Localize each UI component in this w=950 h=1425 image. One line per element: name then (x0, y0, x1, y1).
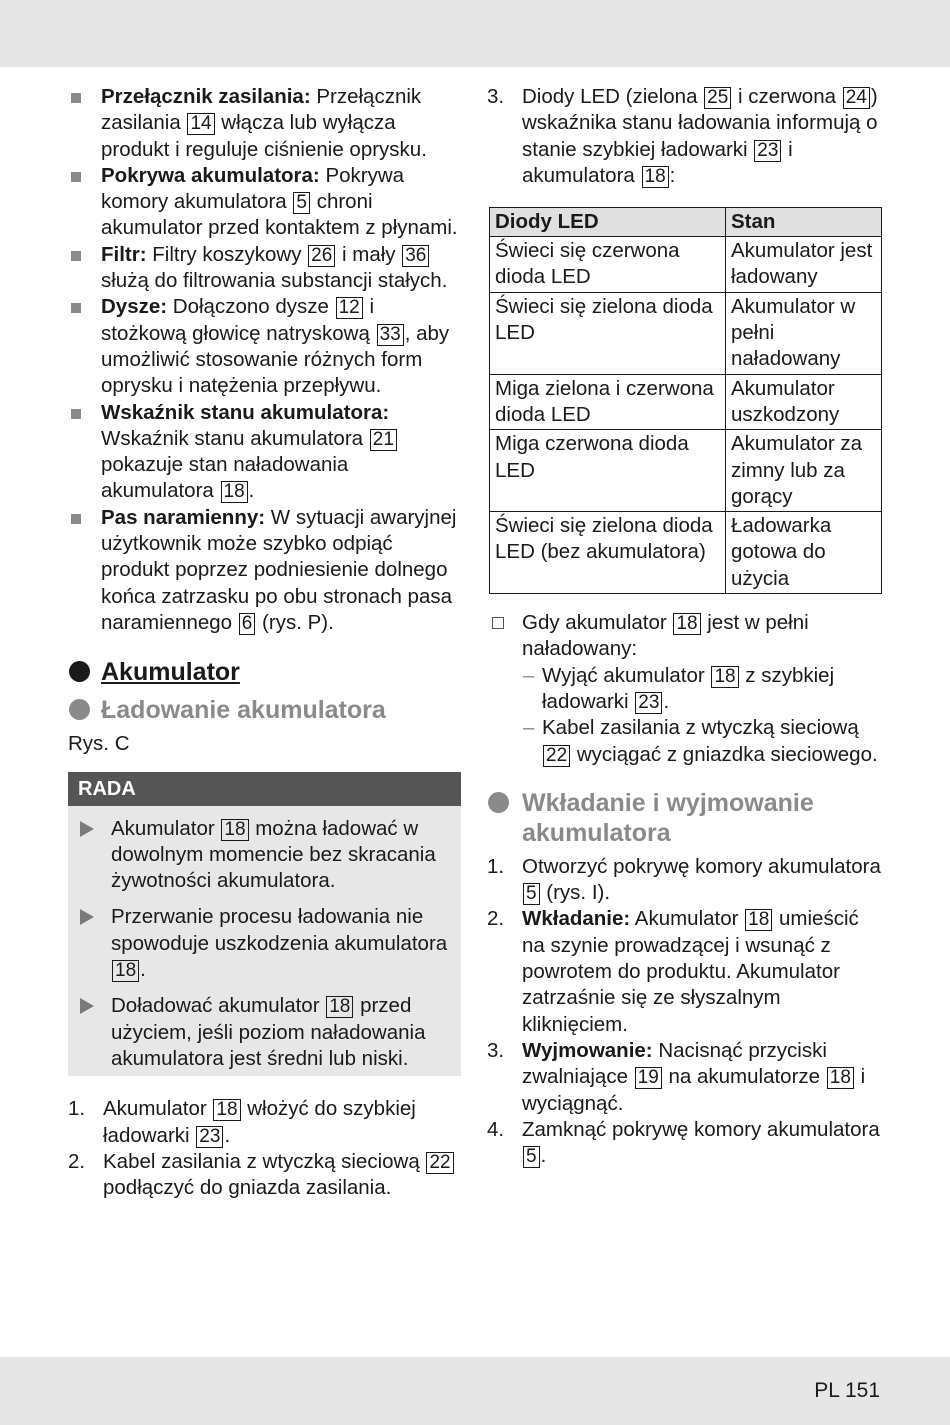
numbered-step (487, 1038, 887, 1117)
led-state-cell: Świeci się czerwona dioda LED (490, 237, 726, 293)
led-state-cell: Miga czerwona dioda LED (490, 430, 726, 512)
bullet-dot-icon (69, 699, 90, 720)
text-run: Zamknąć pokrywę komory akumulatora (522, 1117, 880, 1141)
feature-list (68, 84, 463, 636)
table-row (490, 430, 882, 512)
part-reference-number: 18 (213, 1099, 240, 1121)
part-reference-number: 24 (843, 87, 870, 109)
step-number: 3. (487, 85, 505, 108)
text-run: . (663, 689, 670, 713)
text-run: chroni akumulator przed kontaktem z płynami. (101, 190, 458, 240)
dash-bullet-icon: – (523, 663, 535, 687)
text-run: i mały (336, 242, 402, 266)
bold-label: Pokrywa akumulatora: (101, 163, 320, 187)
text-run: (rys. I). (540, 881, 611, 905)
text-run: Filtry koszykowy (146, 242, 308, 266)
figure-reference: Rys. C (68, 732, 130, 756)
insert-remove-steps (487, 854, 887, 1170)
part-reference-number: 23 (754, 140, 781, 162)
list-item (68, 505, 463, 636)
part-reference-number: 23 (635, 692, 662, 714)
part-reference-number: 6 (239, 613, 256, 635)
text-run: podłączyć do gniazda zasilania. (103, 1176, 392, 1200)
text-run: Gdy akumulator (522, 611, 673, 635)
text-run: . (224, 1123, 231, 1147)
tip-box-title: RADA (68, 772, 461, 806)
text-run: Kabel zasilania z wtyczką sieciową (542, 716, 859, 740)
text-run: Dołączono dysze (167, 295, 335, 319)
text-run: Kabel zasilania z wtyczką sieciową (103, 1149, 426, 1173)
bold-label: Wyjmowanie: (522, 1038, 653, 1062)
triangle-bullet-icon (80, 909, 94, 925)
table-row (490, 374, 882, 430)
text-run: (rys. P). (256, 610, 334, 634)
text-run: Akumulator (103, 1097, 213, 1121)
part-reference-number: 18 (711, 666, 738, 688)
text-run: i czerwona (732, 85, 842, 108)
part-reference-number: 18 (745, 909, 772, 931)
dash-list-item (487, 715, 887, 768)
text-run: Nacisnąć przyciski zwalniające (522, 1038, 827, 1089)
led-state-cell: Miga zielona i czerwona dioda LED (490, 374, 726, 430)
step-number: 4. (487, 1117, 505, 1141)
text-run: jest w pełni naładowany: (522, 611, 809, 661)
dash-list (487, 663, 887, 768)
tip-item (68, 806, 461, 895)
text-run: z szybkiej ładowarki (542, 663, 835, 713)
text-run: na akumulatorze (662, 1065, 826, 1089)
led-status-table (489, 207, 882, 594)
numbered-step (487, 84, 887, 189)
bold-label: Pas naramienny: (101, 505, 266, 529)
step-number: 1. (487, 854, 505, 878)
part-reference-number: 36 (402, 245, 429, 267)
triangle-bullet-icon (80, 998, 94, 1014)
part-reference-number: 18 (827, 1067, 854, 1089)
text-run: Przełącznik zasilania (101, 85, 422, 135)
part-reference-number: 23 (196, 1126, 223, 1148)
status-cell: Akumulator w pełni naładowany (726, 292, 882, 374)
left-column (68, 84, 463, 1201)
square-bullet-icon (71, 514, 81, 524)
part-reference-number: 18 (642, 166, 669, 188)
table-header-led: Diody LED (490, 208, 726, 237)
text-run: włącza lub wyłącza produkt i reguluje ciśnienie oprysku. (101, 111, 427, 161)
tip-item (68, 983, 461, 1072)
text-run: i stożkową głowicę natryskową (101, 295, 376, 345)
list-item (68, 84, 463, 163)
list-item (68, 163, 463, 242)
text-run: Wyjąć akumulator (542, 663, 711, 687)
part-reference-number: 14 (187, 113, 214, 135)
part-reference-number: 18 (673, 613, 700, 635)
list-item (68, 242, 463, 295)
bold-label: Filtr: (101, 242, 147, 266)
step-number: 2. (68, 1149, 86, 1173)
numbered-step (487, 906, 887, 1037)
bold-label: Wskaźnik stanu akumulatora: (101, 400, 390, 424)
text-run: . (140, 958, 146, 982)
text-run: wyciągać z gniazdka sieciowego. (571, 742, 878, 766)
subsection-heading: Ładowanie akumulatora (68, 695, 463, 725)
text-run: włożyć do szybkiej ładowarki (103, 1097, 416, 1147)
text-run: . (248, 479, 255, 503)
step-number: 2. (487, 907, 505, 931)
part-reference-number: 18 (112, 960, 139, 982)
charging-steps (68, 1096, 463, 1201)
triangle-bullet-icon (80, 821, 94, 837)
table-row (490, 237, 882, 293)
text-run: i akumulatora (522, 137, 793, 187)
step-number: 3. (487, 1038, 505, 1062)
bullet-dot-icon (488, 792, 509, 813)
square-bullet-icon (71, 172, 81, 182)
checkbox-item (487, 610, 887, 663)
text-run: Pokrywa komory akumulatora (101, 163, 405, 214)
bold-label: Przełącznik zasilania: (101, 85, 311, 108)
numbered-step (487, 854, 887, 907)
square-bullet-icon (71, 93, 81, 103)
status-cell: Akumulator uszkodzony (726, 374, 882, 430)
dash-bullet-icon: – (523, 716, 535, 740)
text-run: Wskaźnik stanu akumulatora (101, 426, 369, 450)
section-heading: Akumulator (68, 657, 463, 687)
list-item (68, 294, 463, 399)
part-reference-number: 22 (543, 745, 570, 767)
checkbox-list-item (487, 610, 887, 663)
bold-label: Wkładanie: (522, 907, 631, 931)
bullet-dot-icon (69, 661, 90, 682)
text-run: umieścić na szynie prowadzącej i wsunąć z powrotem do produktu. Akumulator zatrzaśnie się ze słyszalnym kliknięciem. (522, 907, 859, 1036)
table-row (490, 512, 882, 594)
part-reference-number: 5 (523, 883, 540, 905)
part-reference-number: 18 (221, 481, 248, 503)
led-state-cell: Świeci się zielona dioda LED (490, 292, 726, 374)
header-band (0, 0, 950, 67)
text-run: Diody LED (zielona (522, 85, 704, 108)
table-header-status: Stan (726, 208, 882, 237)
footer-band (0, 1357, 950, 1425)
subsection-heading-insert: Wkładanie i wyjmowanie akumulatora (487, 788, 887, 848)
status-cell: Akumulator za zimny lub za gorący (726, 430, 882, 512)
status-cell: Akumulator jest ładowany (726, 237, 882, 293)
text-run: Akumulator (111, 816, 221, 840)
part-reference-number: 21 (370, 429, 397, 451)
part-reference-number: 25 (704, 87, 731, 109)
numbered-step (68, 1149, 463, 1202)
text-run: Otworzyć pokrywę komory akumulatora (522, 854, 881, 878)
checkbox-icon (492, 617, 504, 629)
list-item (68, 400, 463, 505)
text-run: i wyciągnąć. (522, 1065, 866, 1115)
text-run: Doładować akumulator (111, 994, 326, 1018)
table-header-row (490, 208, 882, 237)
part-reference-number: 22 (426, 1152, 453, 1174)
text-run: ) wskaźnika stanu ładowania informują o stanie szybkiej ładowarki (522, 85, 878, 161)
part-reference-number: 33 (377, 324, 404, 346)
part-reference-number: 18 (221, 819, 248, 841)
text-run: , aby umożliwić stosowanie różnych form oprysku i natężenia przepływu. (101, 321, 450, 398)
tip-item (68, 894, 461, 983)
tip-box (68, 772, 461, 1077)
part-reference-number: 18 (326, 996, 353, 1018)
square-bullet-icon (71, 303, 81, 313)
led-state-cell: Świeci się zielona dioda LED (bez akumulatora) (490, 512, 726, 594)
part-reference-number: 5 (293, 192, 310, 214)
text-run: . (540, 1144, 547, 1168)
status-cell: Ładowarka gotowa do użycia (726, 512, 882, 594)
tip-list (68, 806, 461, 1073)
numbered-step (68, 1096, 463, 1149)
text-run: W sytuacji awaryjnej użytkownik może szybko odpiąć produkt poprzez podniesienie dolnego końca zatrzasku po obu stronach pasa naramiennego (101, 505, 457, 634)
part-reference-number: 26 (308, 245, 335, 267)
numbered-step (487, 1117, 887, 1170)
led-intro-step (487, 84, 887, 189)
square-bullet-icon (71, 409, 81, 419)
text-run: przed użyciem, jeśli poziom naładowania akumulatora jest średni lub niski. (111, 994, 426, 1070)
text-run: : (669, 163, 676, 187)
part-reference-number: 19 (635, 1067, 662, 1089)
text-run: Akumulator (630, 907, 745, 931)
text-run: można ładować w dowolnym momencie bez skracania żywotności akumulatora. (111, 816, 436, 893)
part-reference-number: 5 (523, 1146, 540, 1168)
square-bullet-icon (71, 251, 81, 261)
part-reference-number: 12 (336, 297, 363, 319)
text-run: pokazuje stan naładowania akumulatora (101, 453, 349, 503)
dash-list-item (487, 663, 887, 716)
page-number: PL 151 (814, 1379, 880, 1402)
right-column (487, 84, 887, 1169)
step-number: 1. (68, 1097, 86, 1121)
text-run: służą do filtrowania substancji stałych. (101, 269, 448, 293)
table-row (490, 292, 882, 374)
text-run: Przerwanie procesu ładowania nie spowoduje uszkodzenia akumulatora (111, 905, 448, 955)
bold-label: Dysze: (101, 295, 168, 319)
